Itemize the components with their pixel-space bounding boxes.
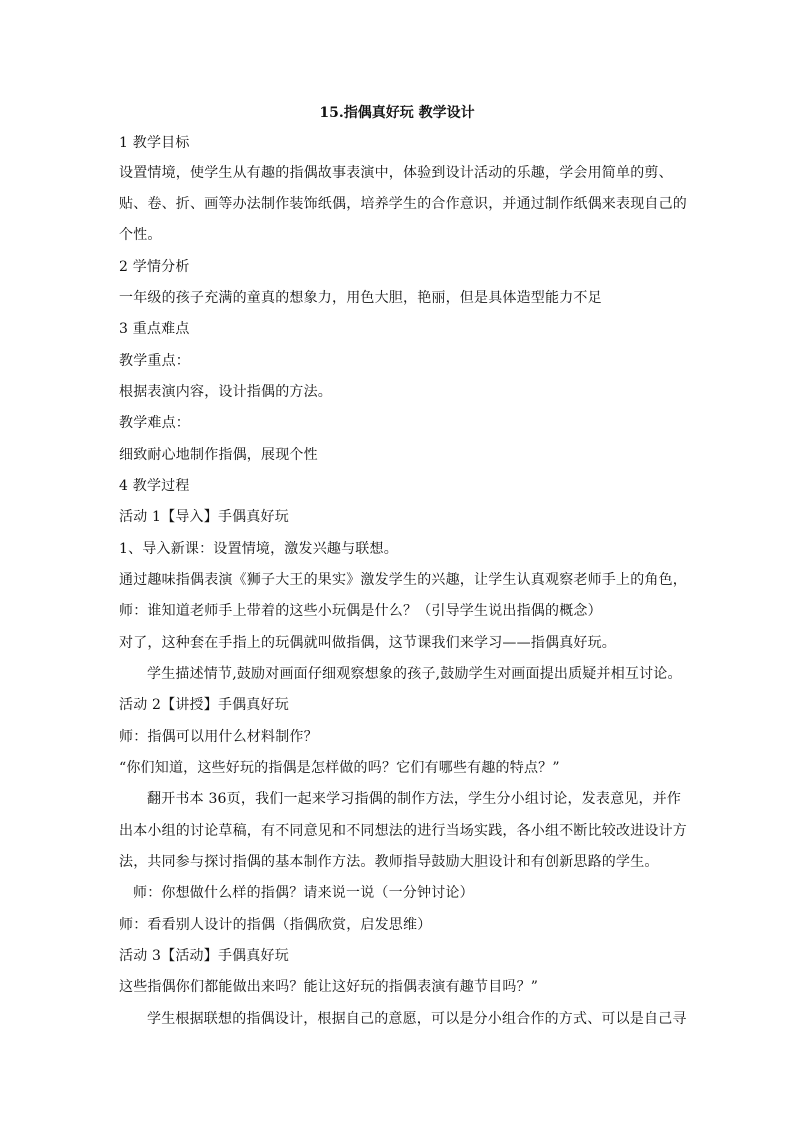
paragraph-line: 师：看看别人设计的指偶（指偶欣赏，启发思维） [119, 917, 432, 933]
paragraph-line: 法，共同参与探讨指偶的基本制作方法。教师指导鼓励大胆设计和有创新思路的学生。 [119, 854, 659, 870]
paragraph-line: 个性。 [119, 227, 162, 243]
paragraph-line: 贴、卷、折、画等办法制作装饰纸偶，培养学生的合作意识，并通过制作纸偶来表现自己的 [119, 196, 687, 212]
paragraph-line: 通过趣味指偶表演《狮子大王的果实》激发学生的兴趣，让学生认真观察老师手上的角色， [119, 572, 687, 588]
paragraph-line: 这些指偶你们都能做出来吗？能让这好玩的指偶表演有趣节目吗？” [119, 979, 539, 995]
paragraph-line: 教学重点： [119, 353, 190, 369]
section-heading-key-points: 3 重点难点 [119, 321, 190, 337]
activity-heading-1: 活动 1【导入】手偶真好玩 [119, 509, 289, 525]
paragraph-line: 出本小组的讨论草稿，有不同意见和不同想法的进行当场实践，各小组不断比较改进设计方 [119, 823, 687, 839]
document-title: 15.指偶真好玩 教学设计 [319, 105, 475, 121]
paragraph-line: 设置情境，使学生从有趣的指偶故事表演中，体验到设计活动的乐趣，学会用简单的剪、 [119, 165, 673, 181]
paragraph-line: 学生根据联想的指偶设计，根据自己的意愿，可以是分小组合作的方式、可以是自己寻 [147, 1011, 687, 1027]
section-heading-analysis: 2 学情分析 [119, 259, 190, 275]
paragraph-line: 根据表演内容，设计指偶的方法。 [119, 384, 332, 400]
paragraph-line: 师：你想做什么样的指偶？请来说一说（一分钟讨论） [133, 885, 474, 901]
paragraph-line: 对了，这种套在手指上的玩偶就叫做指偶，这节课我们来学习——指偶真好玩。 [119, 635, 616, 651]
section-heading-objectives: 1 教学目标 [119, 135, 190, 151]
paragraph-line: 师：谁知道老师手上带着的这些小玩偶是什么？（引导学生说出指偶的概念） [119, 603, 602, 619]
paragraph-line: 一年级的孩子充满的童真的想象力，用色大胆，艳丽，但是具体造型能力不足 [119, 290, 602, 306]
paragraph-line: 教学难点： [119, 415, 190, 431]
paragraph-line: 师：指偶可以用什么材料制作？ [119, 729, 318, 745]
activity-heading-2: 活动 2【讲授】手偶真好玩 [119, 697, 289, 713]
section-heading-process: 4 教学过程 [119, 478, 190, 494]
paragraph-line: “你们知道，这些好玩的指偶是怎样做的吗？它们有哪些有趣的特点？” [119, 760, 560, 776]
paragraph-line: 细致耐心地制作指偶，展现个性 [119, 447, 318, 463]
paragraph-line: 1、导入新课：设置情境，激发兴趣与联想。 [119, 541, 398, 557]
paragraph-line: 翻开书本 36页，我们一起来学习指偶的制作方法，学生分小组讨论，发表意见，并作 [147, 791, 682, 807]
paragraph-line: 学生描述情节,鼓励对画面仔细观察想象的孩子,鼓励学生对画面提出质疑并相互讨论。 [147, 666, 682, 682]
activity-heading-3: 活动 3【活动】手偶真好玩 [119, 948, 289, 964]
